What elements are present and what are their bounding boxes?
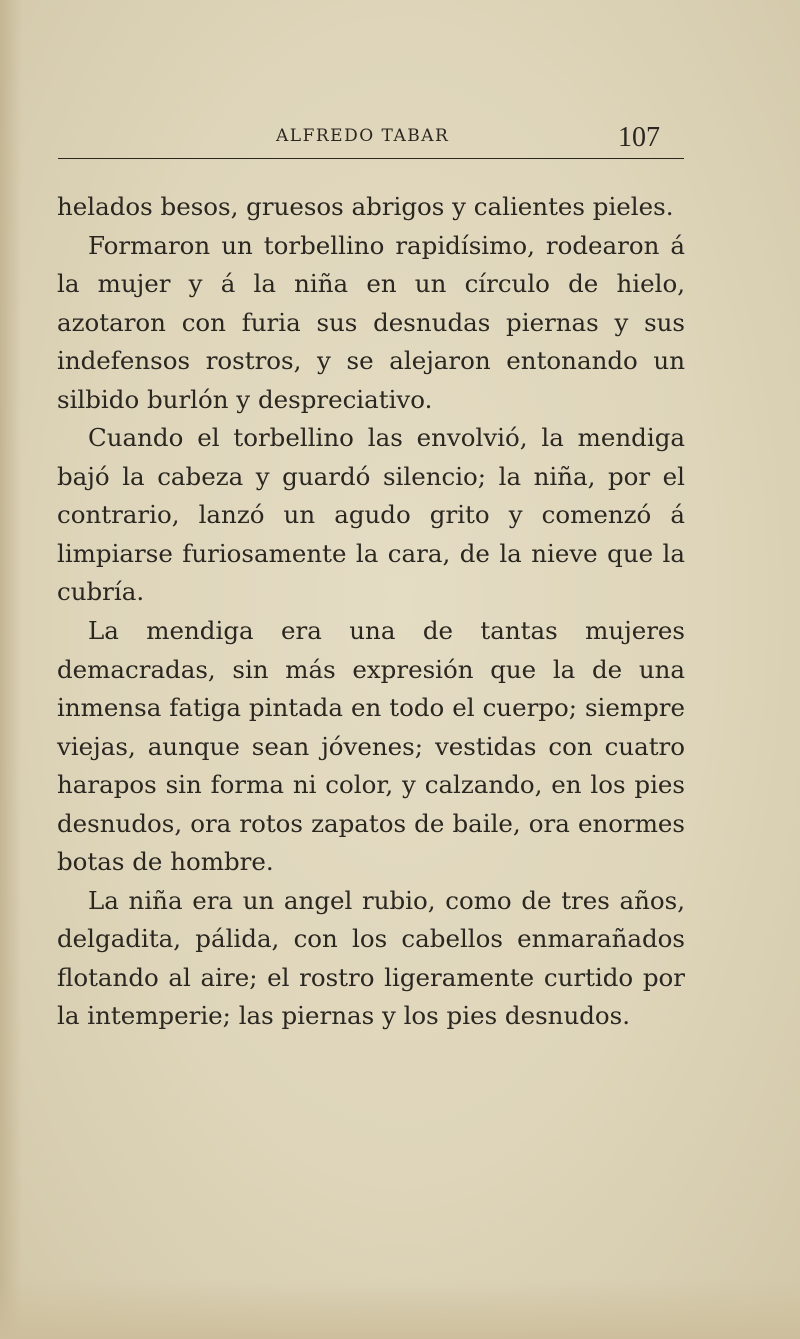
page-edge-shadow <box>0 0 22 1339</box>
paragraph-4: La mendiga era una de tantas mujeres demacradas, sin más expresión que la de una inmensa fatiga pintada en todo el cuerpo; siempre viejas, aunque sean jóvenes; vestidas con cuatro harapos sin forma ni color, y calzando, en los pies desnudos, ora rotos zapatos de baile, ora enormes botas de hombre. <box>57 616 685 877</box>
page-header <box>50 122 682 162</box>
running-head: ALFREDO TABAR <box>276 126 450 146</box>
header-rule <box>58 158 684 159</box>
paragraph-3: Cuando el torbellino las envolvió, la mendiga bajó la cabeza y guardó silencio; la niña, por el contrario, lanzó un agudo grito y comenzó á limpiarse furiosamente la cara, de la nieve que la cubría. <box>57 423 685 607</box>
page-number: 107 <box>618 122 660 153</box>
page-bottom-shadow <box>0 1279 800 1339</box>
paragraph-2: Formaron un torbellino rapidísimo, rodearon á la mujer y á la niña en un círculo de hielo, azotaron con furia sus desnudas piernas y sus indefensos rostros, y se alejaron entonando un silbido burlón y despreciativo. <box>57 230 685 414</box>
paragraph-5: La niña era un angel rubio, como de tres años, delgadita, pálida, con los cabellos enmarañados flotando al aire; el rostro ligeramente curtido por la intemperie; las piernas y los pies desnudos. <box>57 885 685 1031</box>
paragraph-1: helados besos, gruesos abrigos y calientes pieles. <box>57 192 674 221</box>
body-text <box>57 188 685 1036</box>
